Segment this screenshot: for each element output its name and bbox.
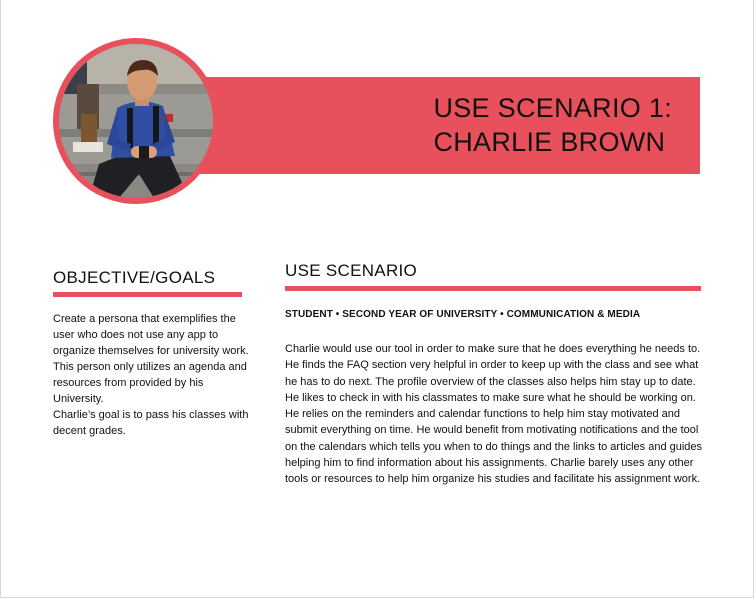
objective-paragraph-2: Charlie’s goal is to pass his classes with decent grades.: [53, 409, 249, 437]
title-line-2: CHARLIE BROWN: [433, 127, 666, 157]
title-banner: [150, 77, 700, 174]
persona-photo: [59, 44, 213, 198]
scenario-body: Charlie would use our tool in order to make sure that he does everything he needs to. He finds the FAQ section very helpful in order to keep up with the class and see what he has to do next. The profile overview of the classes also helps him stay up to date. He likes to check in with his classmates to make sure what he should be working on. He relies on the reminders and calendar functions to help him stay motivated and submit everything on time. He would benefit from motivating notifications and the tool on the calendars which tells you when to do things and the links to articles and guides helping him to find information about his assignments. Charlie barely uses any other tools or resources to help him organize his studies and facilitate his assignment work.: [285, 343, 703, 486]
objective-divider: [53, 292, 242, 297]
scenario-subheading: STUDENT • SECOND YEAR OF UNIVERSITY • COMMUNICATION & MEDIA: [285, 309, 641, 320]
objective-heading: OBJECTIVE/GOALS: [53, 268, 216, 287]
scenario-heading: USE SCENARIO: [285, 261, 418, 280]
objective-text: [53, 311, 253, 439]
title-line-1: USE SCENARIO 1:: [433, 93, 672, 123]
scenario-divider: [285, 286, 701, 291]
objective-paragraph-1: Create a persona that exemplifies the user who does not use any app to organize themselves for university work. This person only utilizes an agenda and resources from provided by his University.: [53, 313, 249, 405]
avatar: [59, 44, 213, 198]
page-title: [433, 91, 672, 159]
avatar-frame: [53, 38, 219, 204]
